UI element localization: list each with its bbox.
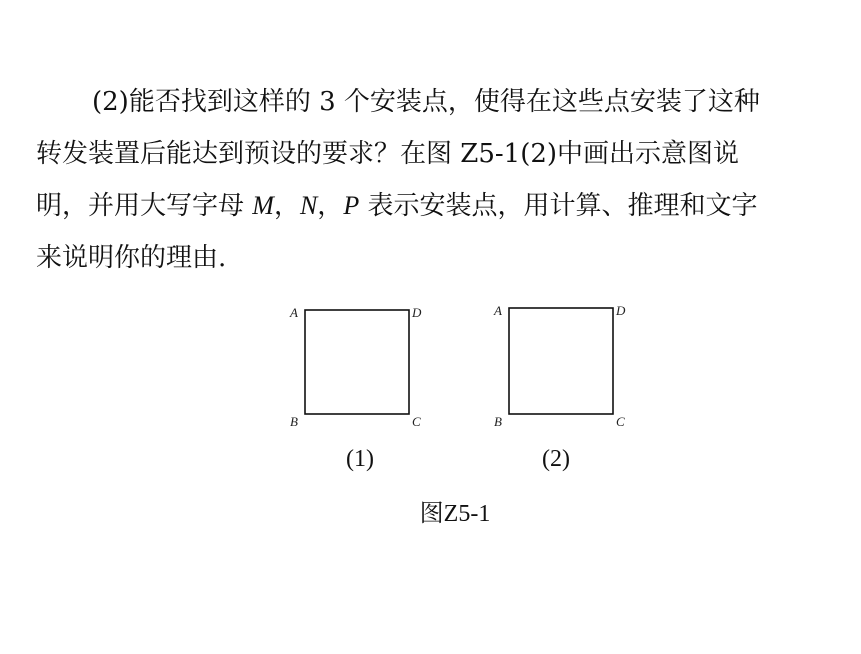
figure-caption	[380, 493, 530, 528]
question-line-3-start: 明，并用大写字母	[36, 191, 253, 221]
square-outline	[509, 308, 613, 414]
vertex-d-label: D	[412, 305, 422, 320]
caption-prefix: 图	[419, 499, 444, 527]
question-line-2: 转发装置后能达到预设的要求？在图 Z5-1(2)中画出示意图说	[36, 139, 740, 169]
square-outline	[305, 310, 409, 414]
caption-code: Z5-1	[443, 501, 491, 527]
vertex-c-label: C	[412, 414, 421, 429]
separator-2: ，	[317, 191, 344, 221]
figure-2-square	[488, 296, 638, 436]
vertex-c-label: C	[616, 414, 625, 429]
question-line-1: (2)能否找到这样的 3 个安装点，使得在这些点安装了这种	[92, 87, 760, 117]
vertex-b-label: B	[494, 414, 502, 429]
variable-m: M	[252, 191, 274, 220]
figure-1-square	[284, 296, 434, 436]
separator-1: ，	[273, 191, 300, 221]
vertex-a-label: A	[290, 305, 298, 320]
variable-n: N	[299, 191, 318, 220]
vertex-b-label: B	[290, 414, 298, 429]
figure-2-label: (2)	[542, 446, 570, 472]
question-line-3	[36, 180, 836, 232]
vertex-d-label: D	[616, 303, 626, 318]
figure-1-label: (1)	[346, 446, 374, 472]
question-text	[36, 76, 836, 284]
variable-p: P	[343, 191, 360, 220]
question-line-3-end: 表示安装点，用计算、推理和文字	[359, 191, 758, 221]
question-line-4: 来说明你的理由.	[36, 243, 227, 273]
vertex-a-label: A	[494, 303, 502, 318]
